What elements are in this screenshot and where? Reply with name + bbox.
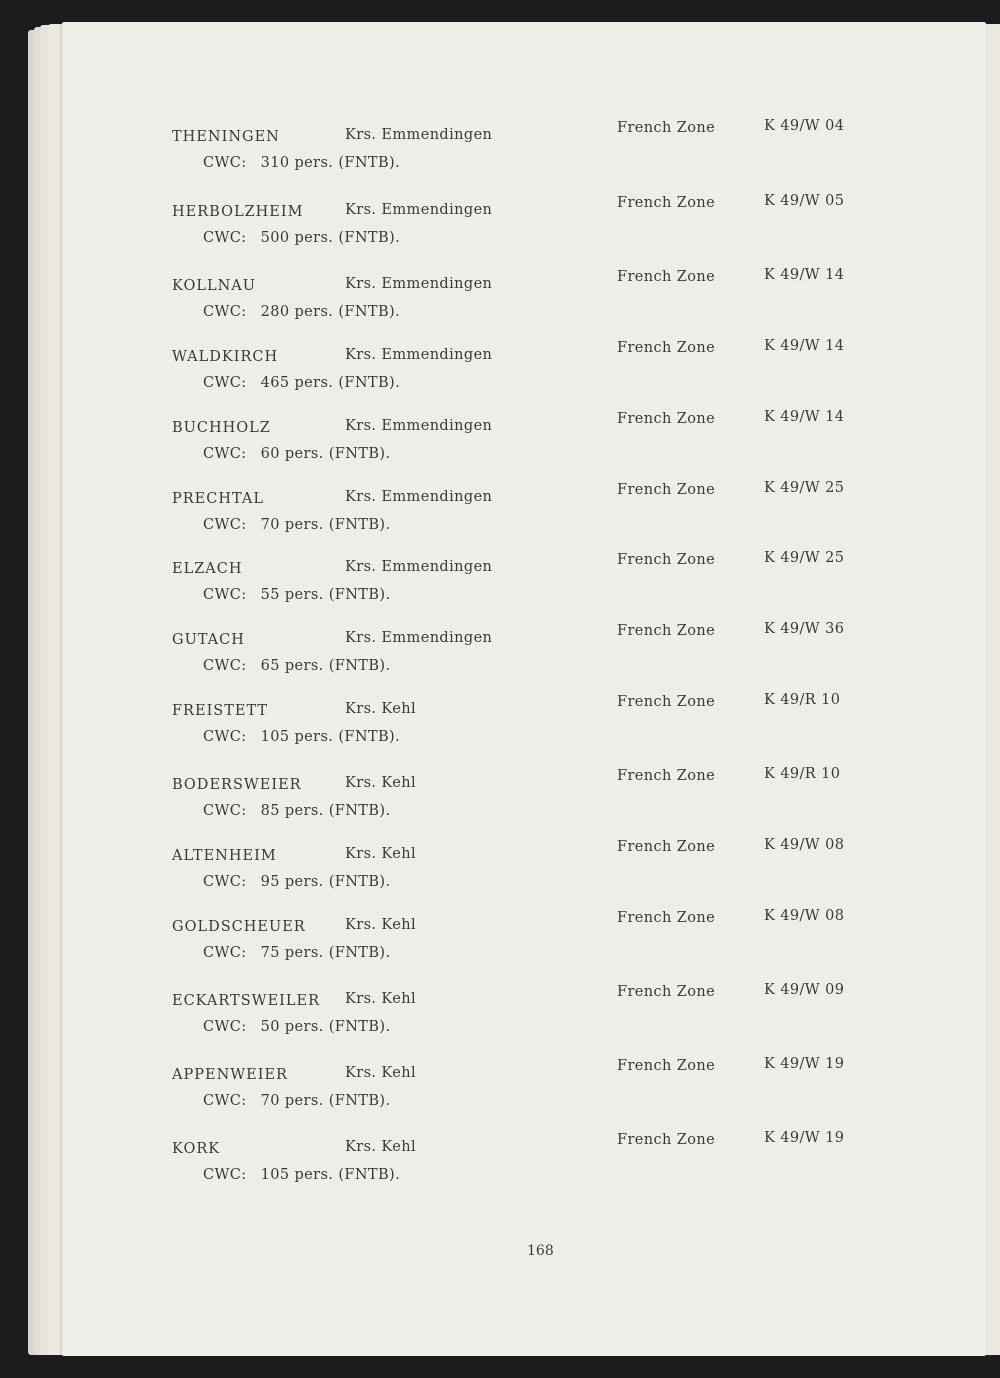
cwc-value: 70 pers. (FNTB). — [260, 517, 391, 533]
cwc-value: 75 pers. (FNTB). — [260, 945, 391, 961]
cwc-value: 310 pers. (FNTB). — [260, 155, 401, 171]
district: Krs. Emmendingen — [345, 489, 493, 505]
place-name: FREISTETT — [172, 703, 269, 719]
cwc-value: 85 pers. (FNTB). — [260, 803, 391, 819]
zone: French Zone — [617, 910, 716, 926]
map-reference: K 49/W 25 — [764, 550, 845, 566]
cwc-value: 55 pers. (FNTB). — [260, 587, 391, 603]
cwc-label: CWC: — [203, 517, 247, 533]
map-reference: K 49/R 10 — [764, 766, 841, 782]
cwc-label: CWC: — [203, 1167, 247, 1183]
place-name: HERBOLZHEIM — [172, 204, 304, 220]
map-reference: K 49/W 25 — [764, 480, 845, 496]
zone: French Zone — [617, 768, 716, 784]
page-number: 168 — [527, 1243, 554, 1259]
district: Krs. Kehl — [345, 991, 417, 1007]
zone: French Zone — [617, 694, 716, 710]
district: Krs. Emmendingen — [345, 276, 493, 292]
cwc-label: CWC: — [203, 155, 247, 171]
zone: French Zone — [617, 269, 716, 285]
entry-herbolzheim — [62, 193, 986, 262]
cwc-label: CWC: — [203, 587, 247, 603]
entry-kollnau — [62, 267, 986, 336]
cwc-label: CWC: — [203, 375, 247, 391]
place-name: APPENWEIER — [172, 1067, 288, 1083]
zone: French Zone — [617, 195, 716, 211]
cwc-label: CWC: — [203, 304, 247, 320]
entry-theningen — [62, 118, 986, 187]
district: Krs. Emmendingen — [345, 347, 493, 363]
cwc-value: 65 pers. (FNTB). — [260, 658, 391, 674]
cwc-value: 60 pers. (FNTB). — [260, 446, 391, 462]
cwc-value: 95 pers. (FNTB). — [260, 874, 391, 890]
cwc-label: CWC: — [203, 1019, 247, 1035]
cwc-value: 280 pers. (FNTB). — [260, 304, 401, 320]
map-reference: K 49/R 10 — [764, 692, 841, 708]
zone: French Zone — [617, 839, 716, 855]
place-name: GOLDSCHEUER — [172, 919, 306, 935]
cwc-label: CWC: — [203, 729, 247, 745]
cwc-line — [203, 230, 400, 246]
map-reference: K 49/W 14 — [764, 409, 845, 425]
cwc-line — [203, 658, 391, 674]
zone: French Zone — [617, 340, 716, 356]
map-reference: K 49/W 09 — [764, 982, 845, 998]
district: Krs. Kehl — [345, 917, 417, 933]
cwc-line — [203, 945, 391, 961]
cwc-line — [203, 874, 391, 890]
district: Krs. Kehl — [345, 1139, 417, 1155]
place-name: BUCHHOLZ — [172, 420, 271, 436]
cwc-line — [203, 803, 391, 819]
place-name: ELZACH — [172, 561, 243, 577]
entry-goldscheuer — [62, 908, 986, 977]
map-reference: K 49/W 08 — [764, 837, 845, 853]
cwc-line — [203, 304, 400, 320]
entry-elzach — [62, 550, 986, 619]
entry-bodersweier — [62, 766, 986, 835]
district: Krs. Emmendingen — [345, 202, 493, 218]
map-reference: K 49/W 14 — [764, 338, 845, 354]
district: Krs. Emmendingen — [345, 559, 493, 575]
cwc-line — [203, 1167, 400, 1183]
map-reference: K 49/W 19 — [764, 1056, 845, 1072]
district: Krs. Kehl — [345, 1065, 417, 1081]
cwc-value: 500 pers. (FNTB). — [260, 230, 401, 246]
cwc-label: CWC: — [203, 874, 247, 890]
place-name: KORK — [172, 1141, 221, 1157]
cwc-label: CWC: — [203, 945, 247, 961]
zone: French Zone — [617, 1058, 716, 1074]
district: Krs. Emmendingen — [345, 127, 493, 143]
place-name: THENINGEN — [172, 129, 280, 145]
entry-appenweier — [62, 1056, 986, 1125]
cwc-line — [203, 1093, 391, 1109]
zone: French Zone — [617, 482, 716, 498]
entry-buchholz — [62, 409, 986, 478]
cwc-label: CWC: — [203, 658, 247, 674]
zone: French Zone — [617, 120, 716, 136]
district: Krs. Emmendingen — [345, 630, 493, 646]
zone: French Zone — [617, 623, 716, 639]
place-name: BODERSWEIER — [172, 777, 302, 793]
entry-waldkirch — [62, 338, 986, 407]
map-reference: K 49/W 05 — [764, 193, 845, 209]
cwc-line — [203, 587, 391, 603]
cwc-line — [203, 375, 400, 391]
place-name: GUTACH — [172, 632, 245, 648]
cwc-value: 465 pers. (FNTB). — [260, 375, 401, 391]
cwc-label: CWC: — [203, 446, 247, 462]
book-page — [62, 22, 986, 1356]
district: Krs. Kehl — [345, 775, 417, 791]
cwc-line — [203, 517, 391, 533]
cwc-value: 70 pers. (FNTB). — [260, 1093, 391, 1109]
zone: French Zone — [617, 984, 716, 1000]
cwc-label: CWC: — [203, 803, 247, 819]
zone: French Zone — [617, 552, 716, 568]
map-reference: K 49/W 04 — [764, 118, 845, 134]
entry-freistett — [62, 692, 986, 761]
map-reference: K 49/W 14 — [764, 267, 845, 283]
place-name: ECKARTSWEILER — [172, 993, 321, 1009]
district: Krs. Kehl — [345, 701, 417, 717]
cwc-label: CWC: — [203, 1093, 247, 1109]
entry-altenheim — [62, 837, 986, 906]
cwc-label: CWC: — [203, 230, 247, 246]
zone: French Zone — [617, 411, 716, 427]
cwc-value: 105 pers. (FNTB). — [260, 1167, 401, 1183]
entry-prechtal — [62, 480, 986, 549]
map-reference: K 49/W 08 — [764, 908, 845, 924]
place-name: ALTENHEIM — [172, 848, 277, 864]
entry-kork — [62, 1130, 986, 1199]
zone: French Zone — [617, 1132, 716, 1148]
cwc-line — [203, 446, 391, 462]
map-reference: K 49/W 19 — [764, 1130, 845, 1146]
entry-gutach — [62, 621, 986, 690]
cwc-line — [203, 1019, 391, 1035]
cwc-value: 50 pers. (FNTB). — [260, 1019, 391, 1035]
cwc-line — [203, 155, 400, 171]
entry-eckartsweiler — [62, 982, 986, 1051]
place-name: KOLLNAU — [172, 278, 256, 294]
cwc-value: 105 pers. (FNTB). — [260, 729, 401, 745]
district: Krs. Kehl — [345, 846, 417, 862]
place-name: WALDKIRCH — [172, 349, 279, 365]
cwc-line — [203, 729, 400, 745]
place-name: PRECHTAL — [172, 491, 264, 507]
map-reference: K 49/W 36 — [764, 621, 845, 637]
district: Krs. Emmendingen — [345, 418, 493, 434]
